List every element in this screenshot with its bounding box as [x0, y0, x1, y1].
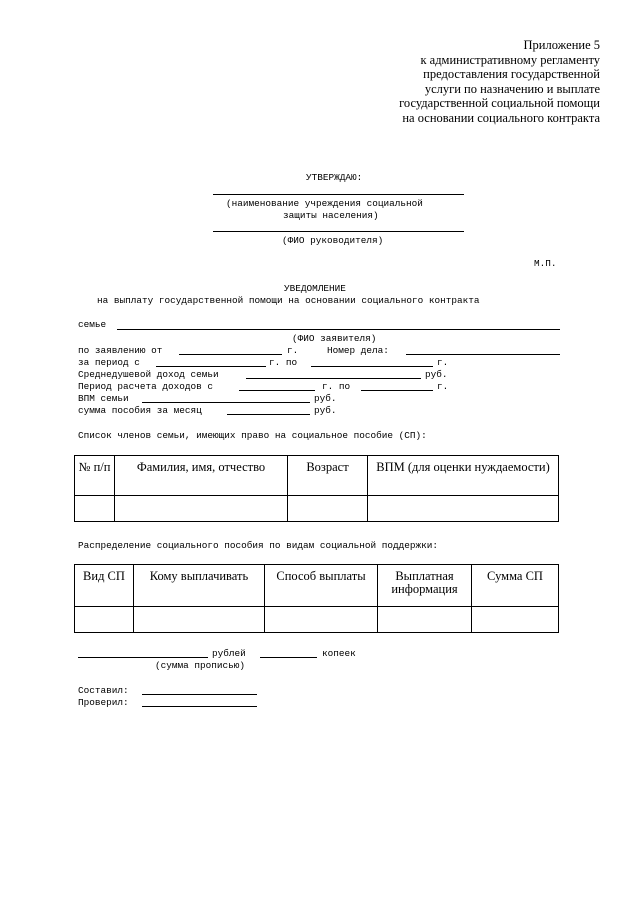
period-from-field[interactable]	[156, 366, 266, 367]
distribution-table	[74, 564, 559, 633]
compiled-by-field[interactable]	[142, 694, 257, 695]
case-number-field[interactable]	[406, 354, 560, 355]
calc-period-from-field[interactable]	[239, 390, 315, 391]
institution-caption-2: защиты населения)	[283, 210, 379, 221]
avg-income-field[interactable]	[246, 378, 421, 379]
vpm-family-field[interactable]	[142, 402, 310, 403]
appendix-header	[399, 38, 600, 125]
family-field[interactable]	[117, 329, 560, 330]
members-table-caption: Список членов семьи, имеющих право на социальное пособие (СП):	[78, 430, 427, 441]
table-cell[interactable]	[265, 607, 378, 633]
sum-caption: (сумма прописью)	[155, 660, 246, 671]
members-header-name: Фамилия, имя, отчество	[115, 456, 288, 496]
checked-by-label: Проверил:	[78, 697, 129, 708]
calc-period-to-field[interactable]	[361, 390, 433, 391]
vpm-family-label: ВПМ семьи	[78, 393, 129, 404]
table-row	[75, 496, 559, 522]
appendix-line: услуги по назначению и выплате	[424, 81, 600, 96]
family-label: семье	[78, 319, 107, 330]
members-header-number: № п/п	[75, 456, 115, 496]
dist-header-payment-info: Выплатная информация	[378, 565, 472, 607]
table-cell[interactable]	[288, 496, 368, 522]
appendix-line: Приложение 5	[523, 38, 600, 52]
appendix-line: на основании социального контракта	[402, 110, 600, 125]
year-abbr: г.	[437, 357, 449, 368]
dist-header-type: Вид СП	[75, 565, 134, 607]
year-abbr: г.	[437, 381, 449, 392]
calc-period-from-label: Период расчета доходов с	[78, 381, 214, 392]
rubles-label: рублей	[212, 648, 246, 659]
institution-line	[213, 194, 464, 195]
application-from-label: по заявлению от	[78, 345, 163, 356]
members-header-age: Возраст	[288, 456, 368, 496]
period-to-field[interactable]	[311, 366, 433, 367]
table-cell[interactable]	[115, 496, 288, 522]
calc-period-to-label: г. по	[322, 381, 351, 392]
head-line	[213, 231, 464, 232]
notice-title: УВЕДОМЛЕНИЕ	[284, 283, 346, 294]
avg-income-label: Среднедушевой доход семьи	[78, 369, 219, 380]
rub-label: руб.	[314, 405, 337, 416]
head-caption: (ФИО руководителя)	[282, 235, 384, 246]
table-cell[interactable]	[75, 607, 134, 633]
rub-label: руб.	[425, 369, 448, 380]
checked-by-field[interactable]	[142, 706, 257, 707]
year-abbr: г.	[287, 345, 299, 356]
table-cell[interactable]	[75, 496, 115, 522]
compiled-by-label: Составил:	[78, 685, 129, 696]
appendix-line: предоставления государственной	[423, 67, 600, 81]
monthly-benefit-field[interactable]	[227, 414, 310, 415]
table-cell[interactable]	[134, 607, 265, 633]
table-cell[interactable]	[378, 607, 472, 633]
distribution-table-caption: Распределение социального пособия по видам социальной поддержки:	[78, 540, 439, 551]
rub-label: руб.	[314, 393, 337, 404]
dist-header-recipient: Кому выплачивать	[134, 565, 265, 607]
dist-header-sum: Сумма СП	[472, 565, 559, 607]
dist-header-method: Способ выплаты	[265, 565, 378, 607]
institution-caption: (наименование учреждения социальной	[226, 198, 423, 209]
period-from-label: за период с	[78, 357, 140, 368]
table-cell[interactable]	[472, 607, 559, 633]
notice-subtitle: на выплату государственной помощи на основании социального контракта	[97, 295, 480, 306]
approval-heading: УТВЕРЖДАЮ:	[306, 172, 363, 183]
appendix-line: к административному регламенту	[420, 52, 600, 67]
kopecks-label: копеек	[322, 648, 356, 659]
table-cell[interactable]	[368, 496, 559, 522]
monthly-benefit-label: сумма пособия за месяц	[78, 405, 202, 416]
appendix-line: государственной социальной помощи	[399, 96, 600, 110]
table-row	[75, 607, 559, 633]
members-header-vpm: ВПМ (для оценки нуждаемости)	[368, 456, 559, 496]
period-to-label: г. по	[269, 357, 298, 368]
application-date-field[interactable]	[179, 354, 282, 355]
kopecks-field[interactable]	[260, 657, 317, 658]
members-table	[74, 455, 559, 522]
applicant-caption: (ФИО заявителя)	[292, 333, 377, 344]
case-number-label: Номер дела:	[327, 345, 389, 356]
stamp-label: М.П.	[534, 258, 557, 269]
rubles-field[interactable]	[78, 657, 208, 658]
